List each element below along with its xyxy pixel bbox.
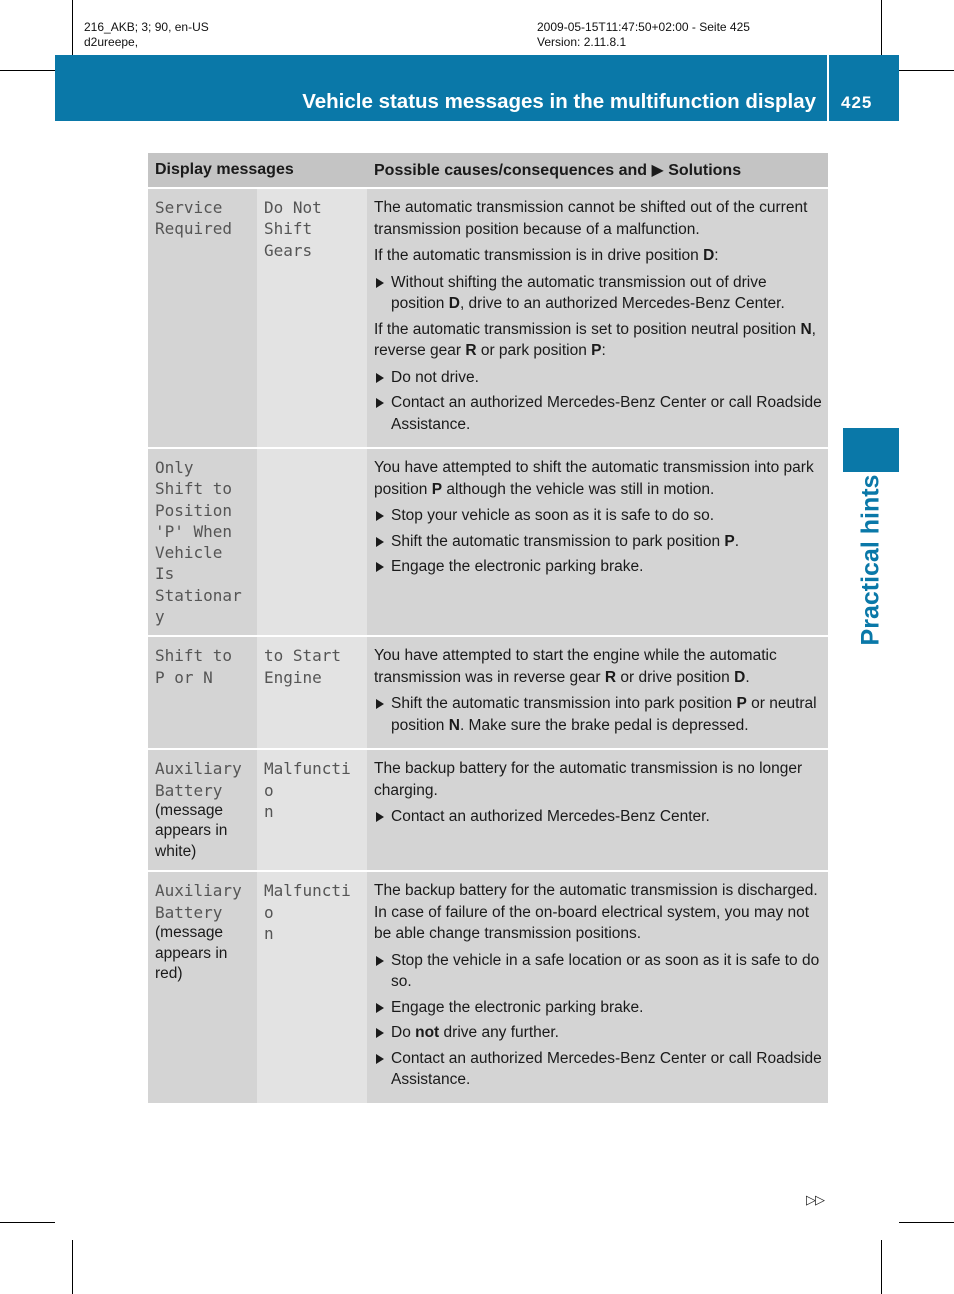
cause-text: You have attempted to shift the automatic transmission into park position P although the vehicle was still in motion. <box>374 459 814 498</box>
causes-solutions-cell <box>367 448 828 636</box>
print-meta-right <box>537 20 750 50</box>
chapter-label: Practical hints <box>856 474 885 646</box>
print-meta-left <box>84 20 209 50</box>
table-body <box>148 188 828 1104</box>
solution-step: Without shifting the automatic transmission out of drive position D, drive to an authorized Mercedes-Benz Center. <box>374 272 822 315</box>
crop-mark <box>0 1222 55 1223</box>
table-row <box>148 636 828 749</box>
display-message-text-2: to Start Engine <box>264 646 342 687</box>
crop-mark <box>72 0 73 55</box>
display-message-text: Only Shift to Position 'P' When Vehicle Is Stationary <box>155 458 242 627</box>
display-message-cell <box>148 448 257 636</box>
meta-left-line1: 216_AKB; 3; 90, en-US <box>84 20 209 34</box>
message-color-note: (message appears in red) <box>155 924 228 983</box>
cause-text: The backup battery for the automatic transmission is no longer charging. <box>374 760 803 799</box>
table-row <box>148 871 828 1104</box>
display-message-cell <box>148 636 257 749</box>
display-message-cell <box>148 188 257 448</box>
display-message-cell <box>148 871 257 1104</box>
solution-step: Engage the electronic parking brake. <box>374 556 822 578</box>
cause-text: The automatic transmission cannot be shifted out of the current transmission position because of a malfunction. <box>374 199 808 238</box>
display-message-text: Auxiliary Battery <box>155 881 242 922</box>
messages-table <box>148 153 828 1105</box>
cause-text: The backup battery for the automatic transmission is discharged. In case of failure of the on-board electrical system, you may not be able change transmission positions. <box>374 882 818 943</box>
causes-solutions-cell <box>367 188 828 448</box>
display-message-text-2: Malfunctio n <box>264 759 351 821</box>
page-number: 425 <box>841 93 873 112</box>
solution-step: Contact an authorized Mercedes-Benz Center or call Roadside Assistance. <box>374 1048 822 1091</box>
chapter-tab <box>843 428 899 472</box>
table-row <box>148 448 828 636</box>
crop-mark <box>899 70 954 71</box>
solution-step: Contact an authorized Mercedes-Benz Center or call Roadside Assistance. <box>374 392 822 435</box>
cause-text: If the automatic transmission is in drive position D: <box>374 247 719 264</box>
meta-right-line1: 2009-05-15T11:47:50+02:00 - Seite 425 <box>537 20 750 34</box>
meta-left-line2: d2ureepe, <box>84 35 139 49</box>
crop-mark <box>881 1240 882 1294</box>
display-message-text-2: Do Not Shift Gears <box>264 198 322 260</box>
display-message-text: Auxiliary Battery <box>155 759 242 800</box>
crop-mark <box>0 70 55 71</box>
crop-mark <box>899 1222 954 1223</box>
table-header-row <box>148 153 828 188</box>
display-message-cell <box>148 749 257 871</box>
solution-step: Do not drive any further. <box>374 1022 822 1044</box>
display-message-cell-2 <box>257 636 367 749</box>
cause-text: If the automatic transmission is set to position neutral position N, reverse gear R or park position P: <box>374 320 816 359</box>
display-message-cell-2 <box>257 448 367 636</box>
solution-step: Do not drive. <box>374 367 822 389</box>
section-title: Vehicle status messages in the multifunction display <box>302 90 816 113</box>
solution-step: Stop your vehicle as soon as it is safe to do so. <box>374 505 822 527</box>
causes-solutions-cell <box>367 636 828 749</box>
display-message-cell-2 <box>257 871 367 1104</box>
solution-step: Contact an authorized Mercedes-Benz Center. <box>374 806 822 828</box>
solution-step: Shift the automatic transmission into park position P or neutral position N. Make sure the brake pedal is depressed. <box>374 693 822 736</box>
cause-text: You have attempted to start the engine while the automatic transmission was in reverse gear R or drive position D. <box>374 647 777 686</box>
solution-step: Stop the vehicle in a safe location or as soon as it is safe to do so. <box>374 950 822 993</box>
meta-right-line2: Version: 2.11.8.1 <box>537 35 627 49</box>
display-message-text: Shift to P or N <box>155 646 233 687</box>
display-message-text: Service Required <box>155 198 233 239</box>
display-message-cell-2 <box>257 188 367 448</box>
continue-marker: ▷▷ <box>806 1192 824 1207</box>
col-header-display-messages: Display messages <box>148 153 367 188</box>
message-color-note: (message appears in white) <box>155 801 228 860</box>
display-message-cell-2 <box>257 749 367 871</box>
solution-step: Shift the automatic transmission to park position P. <box>374 531 822 553</box>
display-message-text-2: Malfunctio n <box>264 881 351 944</box>
causes-solutions-cell <box>367 749 828 871</box>
col-header-causes-solutions: Possible causes/consequences and ▶ Solutions <box>367 153 828 188</box>
crop-mark <box>881 0 882 55</box>
table-row <box>148 749 828 871</box>
table-row <box>148 188 828 448</box>
crop-mark <box>72 1240 73 1294</box>
section-header <box>55 55 899 121</box>
header-divider <box>827 55 829 121</box>
causes-solutions-cell <box>367 871 828 1104</box>
solution-step: Engage the electronic parking brake. <box>374 997 822 1019</box>
